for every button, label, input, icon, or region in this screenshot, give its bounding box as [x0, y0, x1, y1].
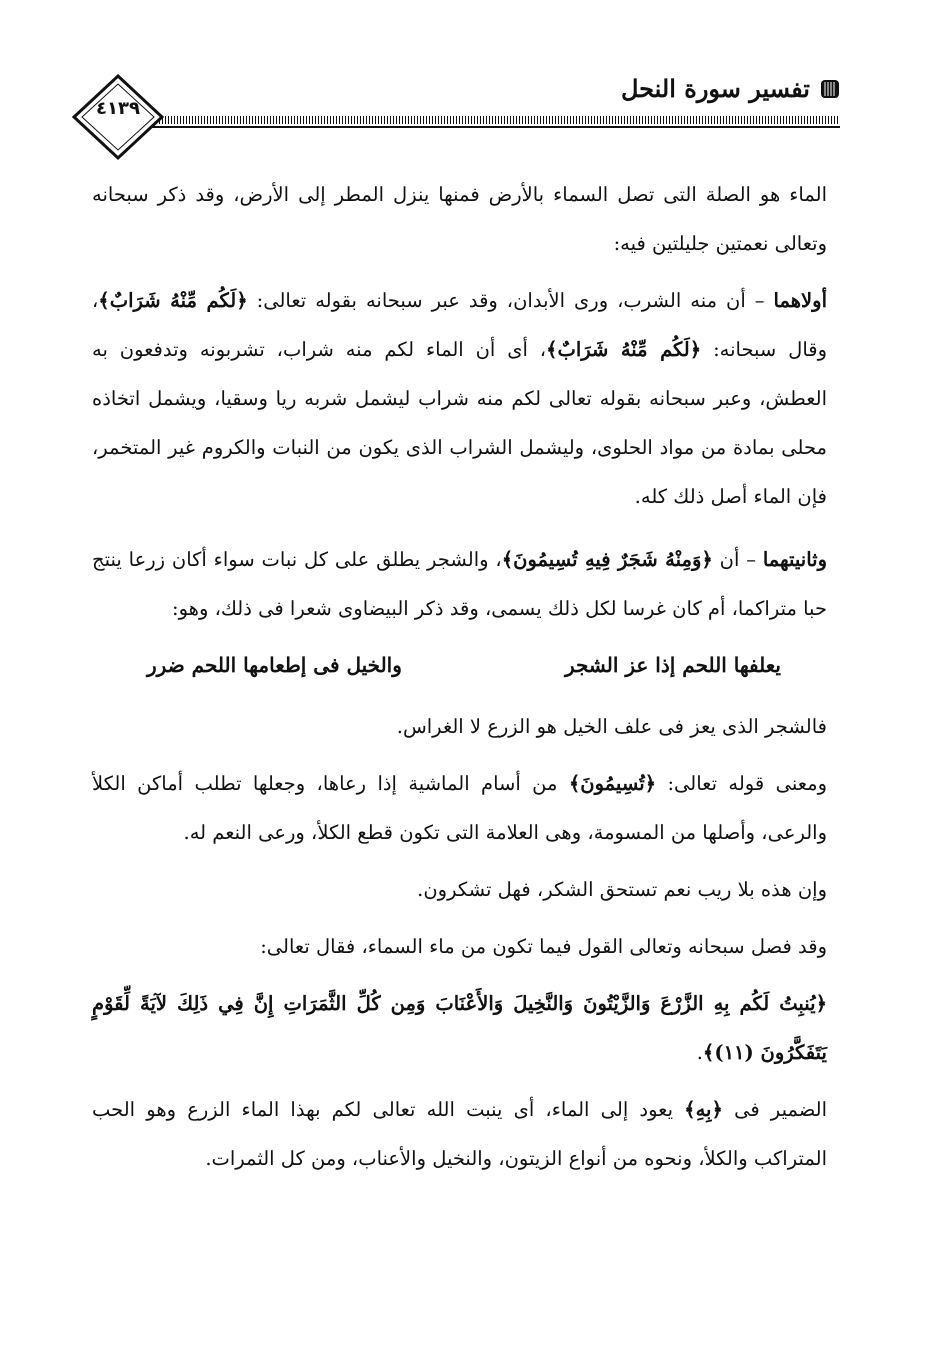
- paragraph: [92, 865, 827, 914]
- header-rule: [150, 116, 840, 124]
- paragraph-text: ، والشجر يطلق على كل نبات سواء أكان زرعا ينتج حبا متراكما، أم كان غرسا لكل ذلك يسمى، وقد ذكر البيضاوى شعرا فى ذلك، وهو:: [92, 548, 827, 620]
- paragraph: [92, 759, 827, 857]
- paragraph: [92, 276, 827, 521]
- page-number: ٤١٣٩: [96, 98, 140, 119]
- paragraph-text: الضمير فى: [722, 1098, 827, 1121]
- quran-quote: ﴿يُنبِتُ لَكُم بِهِ الزَّرْعَ وَالزَّيْتُونَ وَالنَّخِيلَ وَالأَعْنَابَ وَمِن كُلِّ الثَّمَرَاتِ إِنَّ فِي ذَلِكَ لآيَةً لِّقَوْمٍ يَتَفَكَّرُونَ (١١)﴾: [92, 992, 827, 1064]
- bold-term: أولاهما: [773, 289, 827, 312]
- bold-term: وثانيتهما: [762, 548, 828, 571]
- quran-quote: ﴿وَمِنْهُ شَجَرٌ فِيهِ تُسِيمُونَ﴾: [501, 548, 713, 571]
- ornament-icon: [820, 78, 840, 100]
- paragraph: [92, 922, 827, 971]
- poem-hemistich: والخيل فى إطعامها اللحم ضرر: [147, 653, 402, 677]
- paragraph-text: – أن: [712, 548, 763, 571]
- paragraph: [92, 702, 827, 751]
- paragraph-text: فالشجر الذى يعز فى علف الخيل هو الزرع لا الغراس.: [396, 715, 827, 738]
- page-body: [92, 170, 827, 1191]
- paragraph-text: من أسام الماشية إذا رعاها، وجعلها تطلب أماكن الكلأ والرعى، وأصلها من المسومة، وهى العلامة التى تكون قطع الكلأ، ورعى النعم له.: [92, 772, 827, 844]
- paragraph: [92, 170, 827, 268]
- poem-hemistich: يعلفها اللحم إذا عز الشجر: [564, 653, 781, 677]
- paragraph: [92, 1085, 827, 1183]
- paragraph-text: ، وقال سبحانه:: [92, 289, 827, 361]
- paragraph-text: وقد فصل سبحانه وتعالى القول فيما تكون من ماء السماء، فقال تعالى:: [260, 935, 827, 958]
- header-rule-line: [150, 126, 840, 128]
- paragraph: [92, 979, 827, 1077]
- page-header: [70, 68, 840, 168]
- quran-quote: ﴿تُسِيمُونَ﴾: [568, 772, 657, 795]
- paragraph-text: – أن منه الشرب، ورى الأبدان، وقد عبر سبحانه بقوله تعالى:: [247, 289, 774, 312]
- quran-quote: ﴿بِهِ﴾: [684, 1098, 723, 1121]
- paragraph: [92, 535, 827, 633]
- quran-quote: ﴿لَكُم مِّنْهُ شَرَابٌ﴾: [546, 338, 702, 361]
- paragraph-text: وإن هذه بلا ريب نعم تستحق الشكر، فهل تشكرون.: [417, 878, 827, 901]
- running-head: [621, 74, 840, 103]
- quran-quote: ﴿لَكُم مِّنْهُ شَرَابٌ﴾: [98, 289, 248, 312]
- paragraph-text: .: [696, 1041, 703, 1064]
- paragraph-text: ، أى أن الماء لكم منه شراب، تشربونه وتدفعون به العطش، وعبر سبحانه بقوله تعالى لكم منه شراب ليشمل شربه ريا وسقيا، ويشمل اتخاذه محلى بمادة من مواد الحلوى، وليشمل الشراب الذى يكون من النبات والكروم غير المتخمر، فإن الماء أصل ذلك كله.: [92, 338, 827, 508]
- chapter-title: تفسير سورة النحل: [621, 74, 810, 103]
- paragraph-text: الماء هو الصلة التى تصل السماء بالأرض فمنها ينزل المطر إلى الأرض، وقد ذكر سبحانه وتعالى نعمتين جليلتين فيه:: [92, 183, 827, 255]
- paragraph-text: ومعنى قوله تعالى:: [656, 772, 827, 795]
- poem-verse: [92, 641, 827, 690]
- paragraph-text: يعود إلى الماء، أى ينبت الله تعالى لكم بهذا الماء الزرع وهو الحب المتراكب والكلأ، ونحوه من أنواع الزيتون، والنخيل والأعناب، ومن كل الثمرات.: [92, 1098, 827, 1170]
